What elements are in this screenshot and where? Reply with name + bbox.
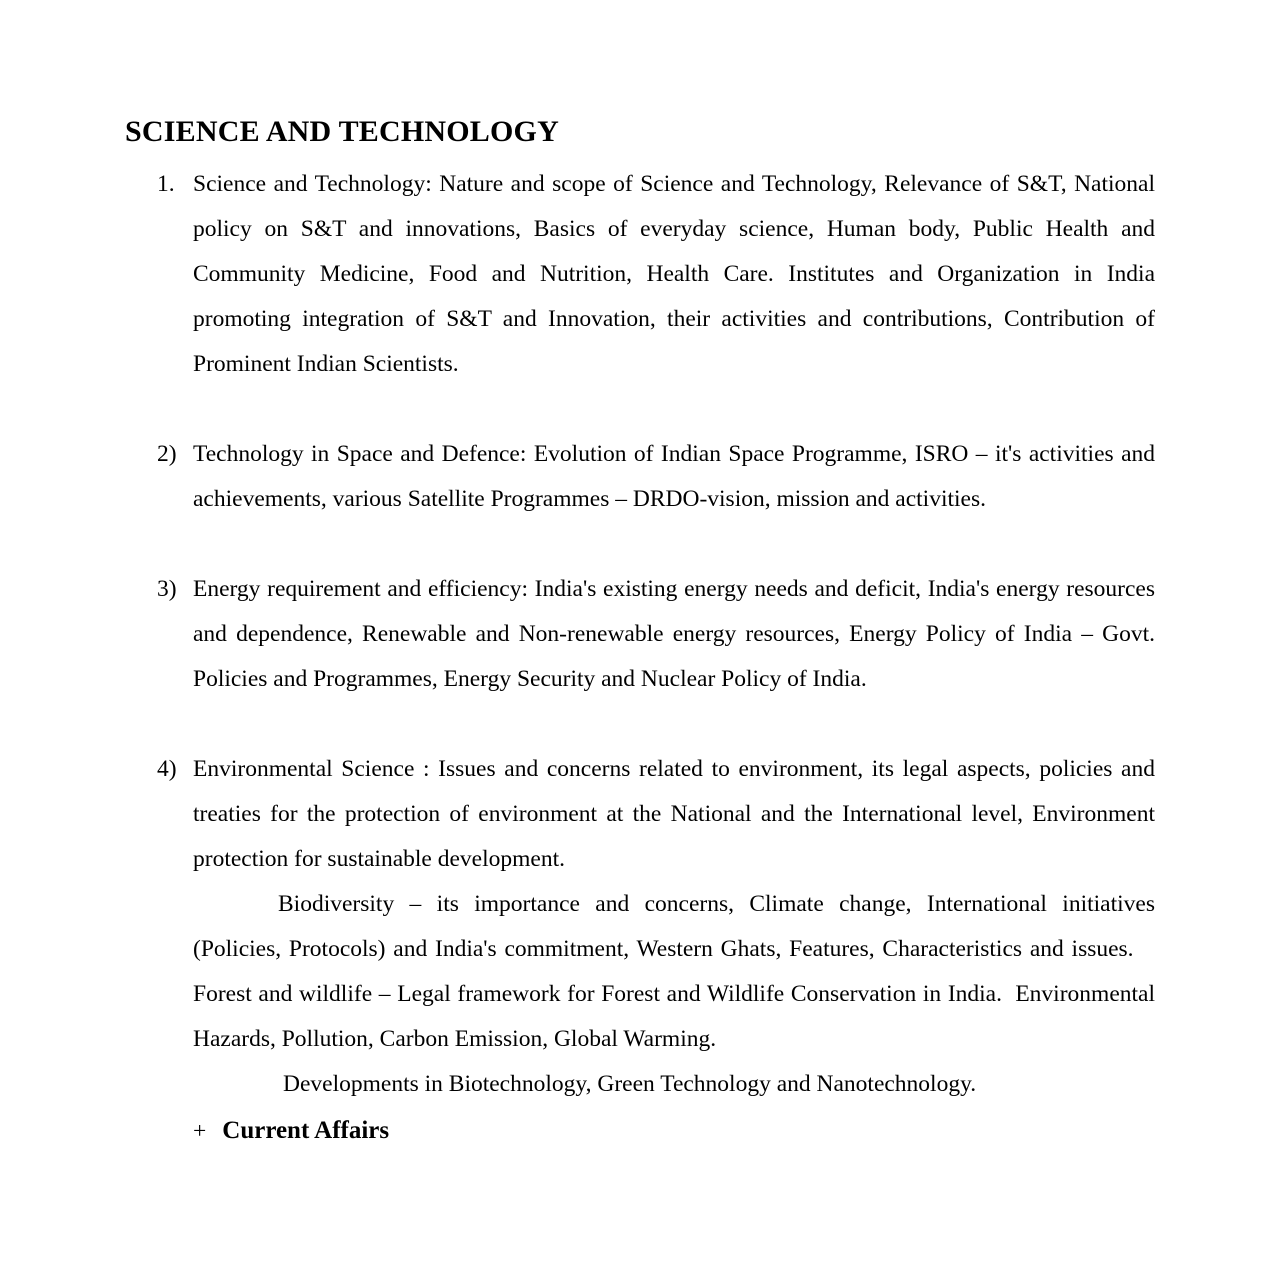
document-title: SCIENCE AND TECHNOLOGY [125,115,559,148]
list-item-4-marker: 4) [157,756,177,782]
current-affairs-line [193,1107,1155,1155]
list-item-1-text: Science and Technology: Nature and scope of Science and Technology, Relevance of S&T, National policy on S&T and innovations, Basics of everyday science, Human body, Public Health and Community Medicine, Food and Nutrition, Health Care. Institutes and Organization in India promoting integration of S&T and Innovation, their activities and contributions, Contribution of Prominent Indian Scientists. [193,171,1155,377]
list-item-4-paragraph-1: Environmental Science : Issues and concerns related to environment, its legal aspects, policies and treaties for the protection of environment at the National and the International level, Environment protection for sustainable development. [193,756,1155,872]
list-item-2-marker: 2) [157,441,177,467]
plus-sign: + [193,1118,207,1144]
list-item-2-text: Technology in Space and Defence: Evolution of Indian Space Programme, ISRO – it's activities and achievements, various Satellite Programmes – DRDO-vision, mission and activities. [193,441,1155,512]
list-item-science-technology [125,162,1155,387]
current-affairs-label: Current Affairs [222,1117,390,1144]
list-item-1-marker: 1. [157,171,175,197]
list-item-energy [125,567,1155,702]
list-item-3-text: Energy requirement and efficiency: India's existing energy needs and deficit, India's energy resources and dependence, Renewable and Non-renewable energy resources, Energy Policy of India – Govt. Policies and Programmes, Energy Security and Nuclear Policy of India. [193,576,1155,692]
list-item-4-paragraph-3: Developments in Biotechnology, Green Technology and Nanotechnology. [283,1071,977,1097]
list-item-environmental-science [125,747,1155,1155]
syllabus-list [125,162,1155,1155]
list-item-3-marker: 3) [157,576,177,602]
list-item-space-defence [125,432,1155,522]
list-item-4-paragraph-2: Biodiversity – its importance and concerns, Climate change, International initiatives (Policies, Protocols) and India's commitment, Western Ghats, Features, Characteristics and issues. Forest and wildlife – Legal framework for Forest and Wildlife Conservation in India. Environmental Hazards, Pollution, Carbon Emission, Global Warming. [193,891,1155,1052]
